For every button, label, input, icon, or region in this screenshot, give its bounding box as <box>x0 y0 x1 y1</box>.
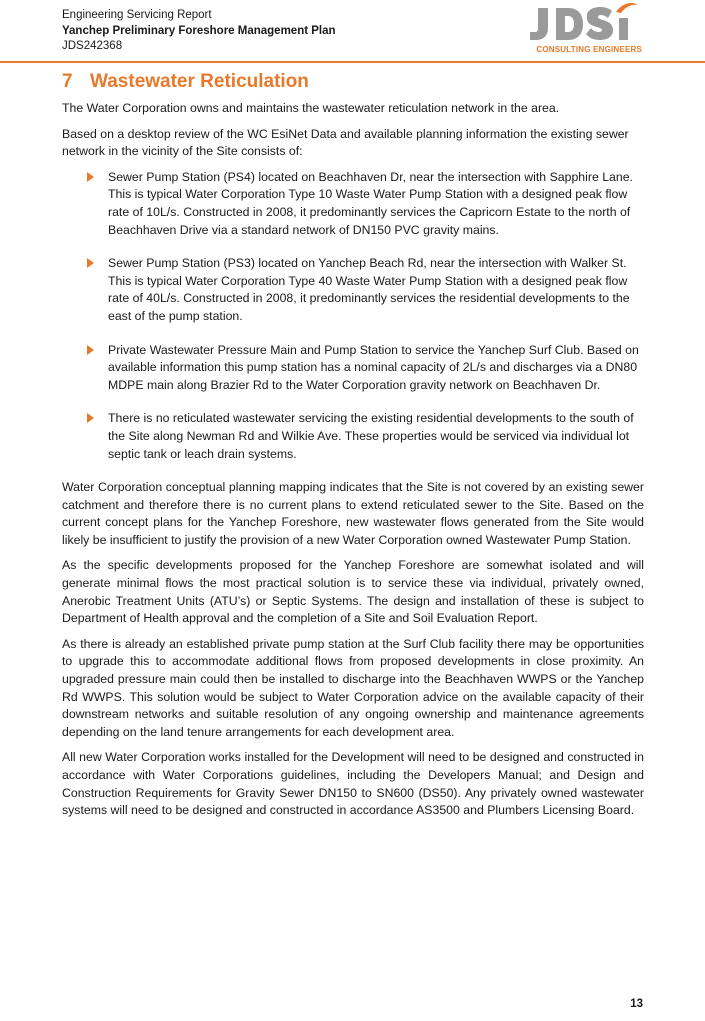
bullet-item <box>62 169 644 239</box>
report-number: JDS242368 <box>62 40 123 52</box>
company-logo <box>524 2 642 58</box>
bullet-text: There is no reticulated wastewater servicing the existing residential developments to the south of the Site along Newman Rd and Wilkie Ave. These properties would be serviced via individual lot septic tank or leach drain systems. <box>108 411 634 461</box>
bullet-arrow-icon <box>87 172 94 182</box>
bullet-item <box>62 410 644 463</box>
bullet-text: Sewer Pump Station (PS4) located on Beachhaven Dr, near the intersection with Sapphire Lane. This is typical Water Corporation Type 10 Waste Water Pump Station with a designed peak flow rate of 10L/s. Constructed in 2008, it predominantly services the Capricorn Estate to the north of Beachhaven Drive via a standard network of DN150 PVC gravity mains. <box>108 169 633 237</box>
bullet-arrow-icon <box>87 345 94 355</box>
bullet-item <box>62 255 644 325</box>
network-bullet-list <box>62 169 644 463</box>
paragraph-atu: As the specific developments proposed for the Yanchep Foreshore are somewhat isolated and will generate minimal flows the most practical solution is to service these via individual, privately owned, Anerobic Treatment Units (ATU’s) or Septic Systems. The design and installation of these is subject to Department of Health approval and the completion of a Site and Soil Evaluation Report. <box>62 558 644 626</box>
section-heading <box>62 70 644 94</box>
section-number: 7 <box>62 71 73 92</box>
logo-mark-icon <box>524 2 642 46</box>
bullet-text: Sewer Pump Station (PS3) located on Yanchep Beach Rd, near the intersection with Walker St. This is typical Water Corporation Type 40 Waste Water Pump Station with a designed peak flow rate of 40L/s. Constructed in 2008, it predominantly services the residential developments to the east of the pump station. <box>108 256 630 323</box>
report-type: Engineering Servicing Report <box>62 9 212 21</box>
logo-subtitle: CONSULTING ENGINEERS <box>536 45 642 54</box>
header-divider <box>0 61 705 63</box>
bullet-arrow-icon <box>87 413 94 423</box>
bullet-arrow-icon <box>87 258 94 268</box>
report-title: Yanchep Preliminary Foreshore Management Plan <box>62 24 336 37</box>
page-number: 13 <box>630 998 643 1010</box>
paragraph-surf-club: As there is already an established private pump station at the Surf Club facility there may be opportunities to upgrade this to accommodate additional flows from proposed developments in close proximity. An upgraded pressure main could then be installed to discharge into the Beachhaven WWPS or the Yanchep Rd WWPS. This solution would be subject to Water Corporation advice on the available capacity of their downstream networks and suitable resolution of any ongoing ownership and maintenance agreements depending on the land tenure arrangements for each development area. <box>62 636 644 739</box>
paragraph-intro: The Water Corporation owns and maintains the wastewater reticulation network in the area. <box>62 101 560 115</box>
section-title: Wastewater Reticulation <box>90 71 309 92</box>
page-header <box>62 8 652 60</box>
paragraph-requirements: All new Water Corporation works installed for the Development will need to be designed and constructed in accordance with Water Corporations guidelines, including the Developers Manual; and Design and Construction Requirements for Gravity Sewer DN150 to SN600 (DS50). Any privately owned wastewater systems will need to be designed and constructed in accordance AS3500 and Plumbers Licensing Board. <box>62 750 644 818</box>
page-body <box>62 70 644 828</box>
paragraph-network-review: Based on a desktop review of the WC EsiNet Data and available planning information the existing sewer network in the vicinity of the Site consists of: <box>62 126 629 159</box>
bullet-text: Private Wastewater Pressure Main and Pump Station to service the Yanchep Surf Club. Based on available information this pump station has a nominal capacity of 2L/s and discharges via a DN80 MDPE main along Brazier Rd to the Water Corporation gravity network on Beachhaven Dr. <box>108 342 639 392</box>
paragraph-catchment: Water Corporation conceptual planning mapping indicates that the Site is not covered by an existing sewer catchment and therefore there is no current plans to extend reticulated sewer to the Site. Based on the current concept plans for the Yanchep Foreshore, new wastewater flows generated from the Site would likely be insufficient to justify the provision of a new Water Corporation owned Wastewater Pump Station. <box>62 480 644 547</box>
bullet-item <box>62 342 644 395</box>
